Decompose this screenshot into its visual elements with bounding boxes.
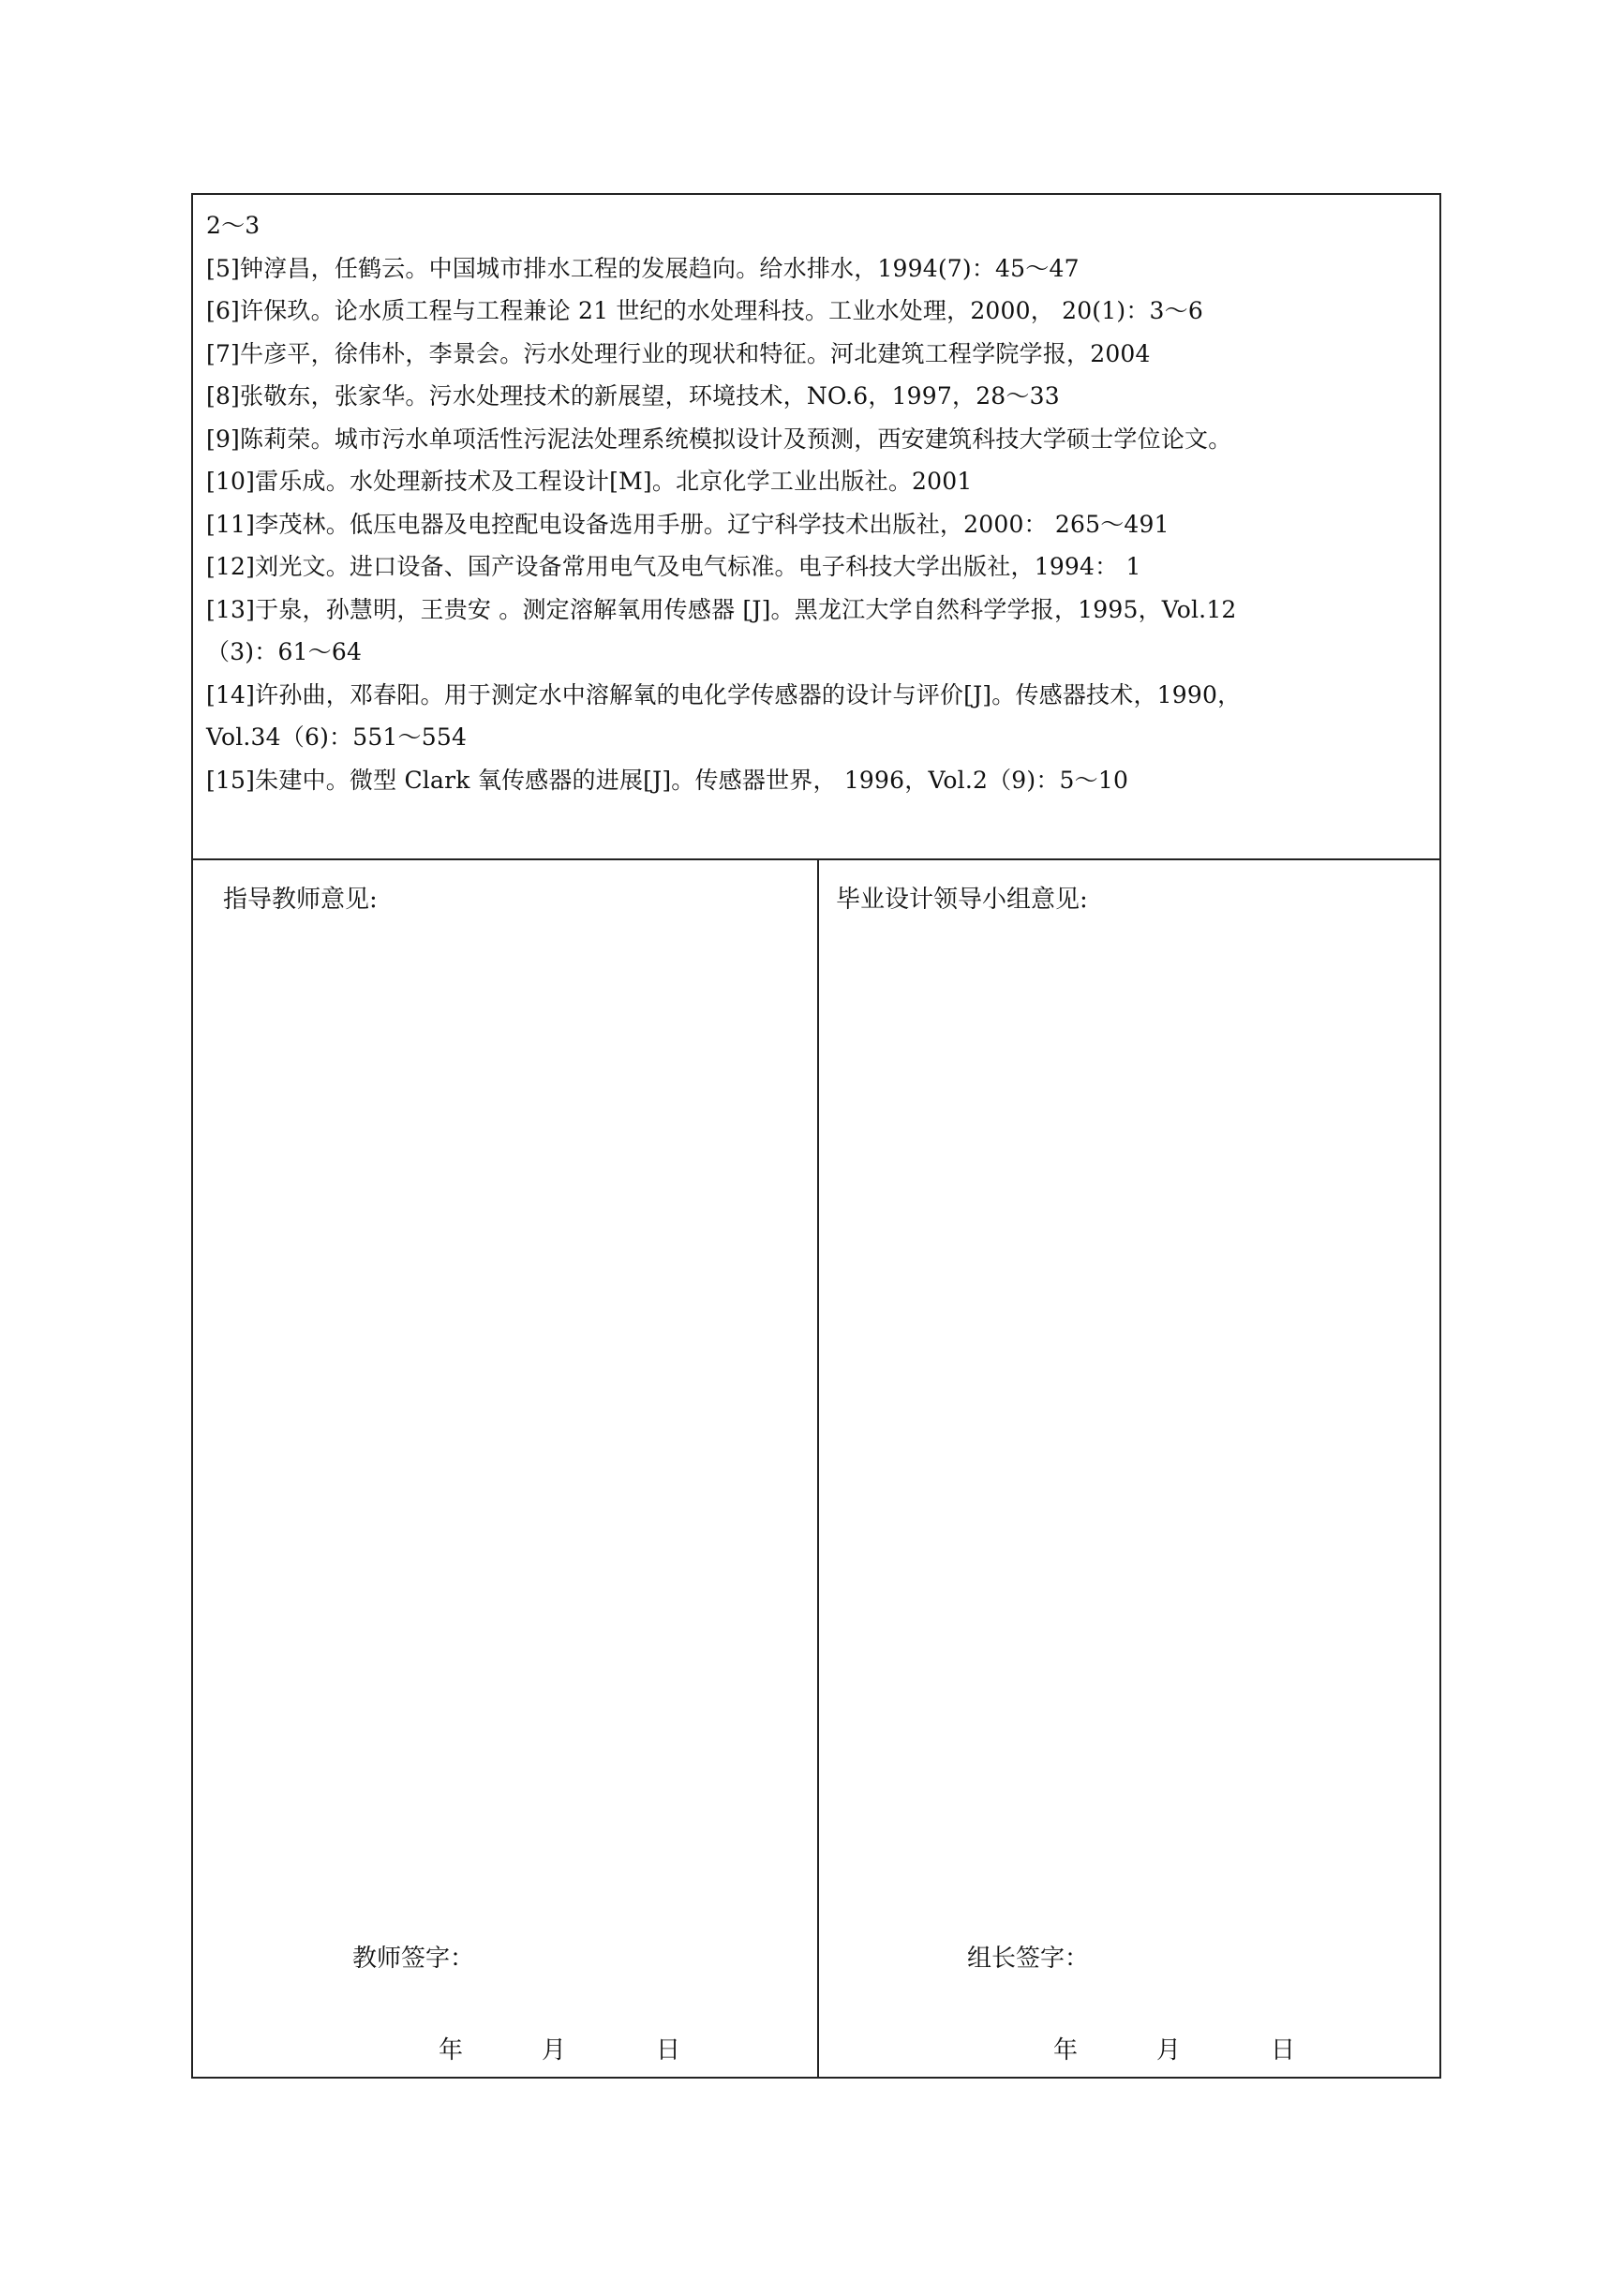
committee-date-year: 年	[1053, 2036, 1079, 2065]
advisor-opinion-title: 指导教师意见:	[223, 886, 378, 914]
reference-line: [14]许孙曲，邓春阳。用于测定水中溶解氧的电化学传感器的设计与评价[J]。传感器技术，1990，	[206, 680, 1242, 708]
committee-opinion-cell[interactable]	[819, 860, 1439, 2079]
advisor-date-year: 年	[439, 2036, 464, 2065]
reference-line: Vol.34（6)：551～554	[206, 723, 468, 751]
reference-line: [13]于泉，孙慧明，王贵安 。测定溶解氧用传感器 [J]。黑龙江大学自然科学学报，1995，Vol.12	[206, 595, 1237, 623]
advisor-opinion-cell[interactable]	[193, 860, 819, 2079]
reference-line: （3)：61～64	[206, 638, 363, 665]
reference-line: [8]张敬东，张家华。污水处理技术的新展望，环境技术，NO.6，1997，28～33	[206, 382, 1060, 410]
review-form-table	[191, 193, 1441, 2079]
advisor-date-month: 月	[542, 2036, 567, 2065]
committee-date-month: 月	[1156, 2036, 1182, 2065]
reference-line: [12]刘光文。进口设备、国产设备常用电气及电气标准。电子科技大学出版社，1994： 1	[206, 553, 1141, 580]
advisor-signature-label: 教师签字：	[352, 1945, 475, 1973]
references-section	[193, 195, 1439, 860]
committee-opinion-title: 毕业设计领导小组意见:	[836, 886, 1088, 914]
reference-line: [15]朱建中。微型 Clark 氧传感器的进展[J]。传感器世界， 1996，Vol.2（9)：5～10	[206, 766, 1129, 794]
reference-line: [11]李茂林。低压电器及电控配电设备选用手册。辽宁科学技术出版社，2000： 265～491	[206, 510, 1170, 538]
reference-line: [9]陈莉荣。城市污水单项活性污泥法处理系统模拟设计及预测，西安建筑科技大学硕士学位论文。	[206, 425, 1232, 453]
committee-date-day: 日	[1271, 2036, 1296, 2065]
committee-signature-label: 组长签字：	[967, 1945, 1090, 1973]
opinions-row	[193, 860, 1439, 2079]
reference-line: [6]许保玖。论水质工程与工程兼论 21 世纪的水处理科技。工业水处理，2000， 20(1)：3～6	[206, 297, 1203, 324]
reference-line: [7]牛彦平，徐伟朴，李景会。污水处理行业的现状和特征。河北建筑工程学院学报，2004	[206, 339, 1151, 367]
reference-line: 2～3	[206, 212, 261, 239]
advisor-date-day: 日	[656, 2036, 681, 2065]
reference-line: [5]钟淳昌，任鹤云。中国城市排水工程的发展趋向。给水排水，1994(7)：45～47	[206, 254, 1080, 282]
reference-line: [10]雷乐成。水处理新技术及工程设计[M]。北京化学工业出版社。2001	[206, 468, 973, 495]
